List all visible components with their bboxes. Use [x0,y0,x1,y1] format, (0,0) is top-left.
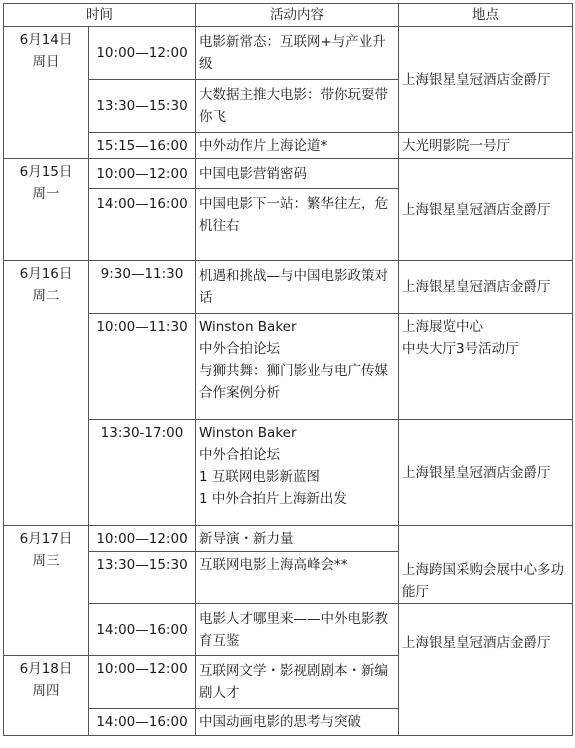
table-row [4,27,573,80]
table-row [4,159,573,189]
content-cell: 中国动画电影的思考与突破 [196,709,399,736]
venue-cell: 上海银星皇冠酒店金爵厅 [399,27,573,133]
content-header: 活动内容 [196,4,399,27]
day-weekday: 周四 [32,683,60,699]
day-weekday: 周三 [32,553,60,569]
content-cell: 中国电影下一站：繁华往左，危机往右 [196,189,399,261]
content-cell: 互联网电影上海高峰会** [196,552,399,604]
day-cell [4,27,89,159]
day-weekday: 周二 [32,288,60,304]
venue-cell: 上海银星皇冠酒店金爵厅 [399,159,573,261]
venue-cell: 大光明影院一号厅 [399,133,573,159]
content-cell: 大数据主推大电影：带你玩耍带你飞 [196,80,399,133]
venue-header: 地点 [399,4,573,27]
time-cell: 14:00—16:00 [89,189,196,261]
content-cell: 新导演・新力量 [196,526,399,552]
table-row [4,261,573,314]
time-cell: 9:30—11:30 [89,261,196,314]
content-cell: 机遇和挑战—与中国电影政策对话 [196,261,399,314]
day-cell [4,261,89,526]
venue-cell: 上海展览中心 中央大厅3号活动厅 [399,314,573,420]
table-row [4,526,573,552]
content-cell: Winston Baker 中外合拍论坛 1 互联网电影新蓝图 1 中外合拍片上海新出发 [196,420,399,526]
content-cell: 电影新常态：互联网+与产业升级 [196,27,399,80]
time-cell: 13:30-17:00 [89,420,196,526]
header-row [4,4,573,27]
time-cell: 13:30—15:30 [89,552,196,604]
day-weekday: 周一 [32,186,60,202]
venue-cell: 上海银星皇冠酒店金爵厅 [399,420,573,526]
time-cell: 10:00—12:00 [89,27,196,80]
content-cell: 中国电影营销密码 [196,159,399,189]
time-cell: 10:00—12:00 [89,656,196,709]
day-date: 6月15日 [19,164,73,180]
time-cell: 10:00—11:30 [89,314,196,420]
day-date: 6月18日 [19,661,73,677]
table-row [4,314,573,420]
venue-cell: 上海跨国采购会展中心多功能厅 [399,526,573,604]
time-header: 时间 [4,4,196,27]
day-date: 6月17日 [19,531,73,547]
content-cell: 中外动作片上海论道* [196,133,399,159]
table-row [4,133,573,159]
schedule-wrapper [3,3,573,736]
time-cell: 14:00—16:00 [89,709,196,736]
time-cell: 15:15—16:00 [89,133,196,159]
venue-cell: 上海银星皇冠酒店金爵厅 [399,604,573,736]
day-cell [4,526,89,656]
schedule-table [3,3,573,736]
day-weekday: 周日 [32,54,60,70]
day-cell [4,656,89,736]
table-row [4,604,573,656]
day-cell [4,159,89,261]
day-date: 6月14日 [19,32,73,48]
time-cell: 10:00—12:00 [89,159,196,189]
content-cell: 互联网文学・影视剧剧本・新编剧人才 [196,656,399,709]
time-cell: 14:00—16:00 [89,604,196,656]
time-cell: 13:30—15:30 [89,80,196,133]
time-cell: 10:00—12:00 [89,526,196,552]
table-row [4,420,573,526]
day-date: 6月16日 [19,266,73,282]
content-cell: 电影人才哪里来——中外电影教育互鉴 [196,604,399,656]
venue-cell: 上海银星皇冠酒店金爵厅 [399,261,573,314]
content-cell: Winston Baker 中外合拍论坛 与狮共舞：狮门影业与电广传媒合作案例分析 [196,314,399,420]
